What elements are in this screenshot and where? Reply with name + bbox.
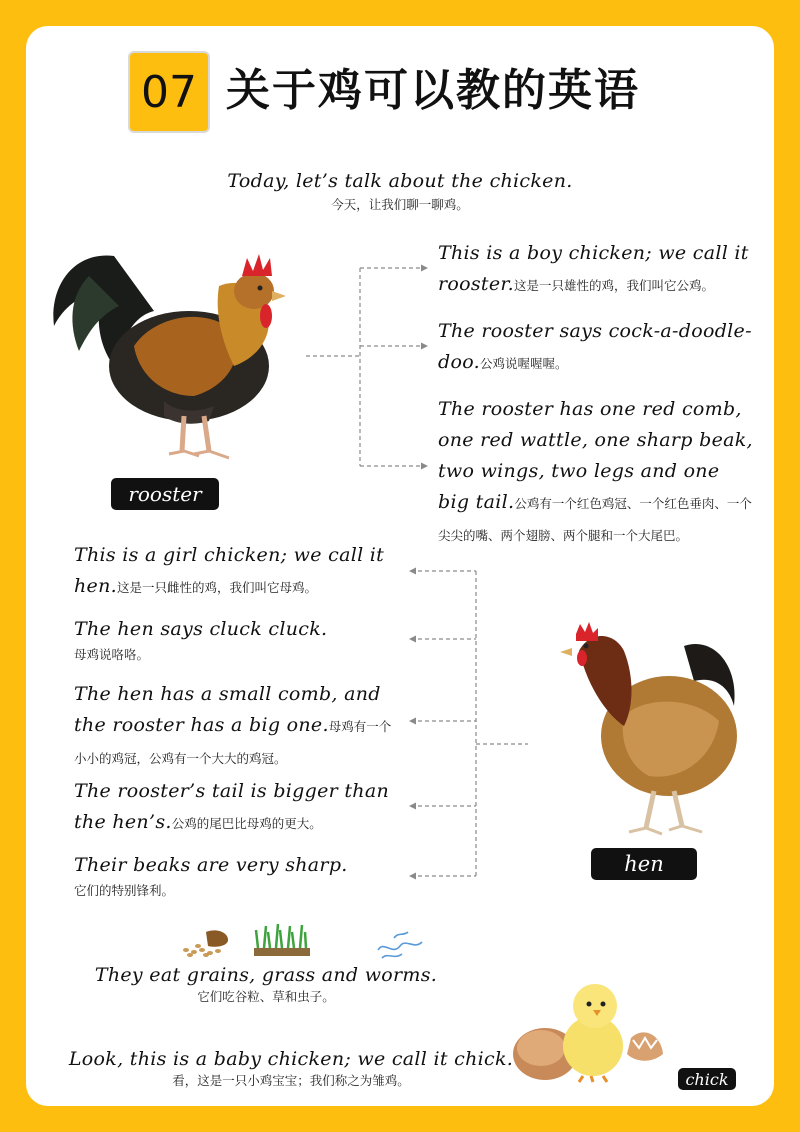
hen-label: hen (591, 848, 697, 880)
food-zh: 它们吃谷粒、草和虫子。 (197, 989, 335, 1004)
hen-fact-3-zh: 母鸡有一个小小的鸡冠，公鸡有一个大大的鸡冠。 (74, 719, 392, 766)
rooster-fact-2 (438, 316, 756, 379)
hen-fact-4-en: The rooster’s tail is bigger than the hen’s. (74, 780, 389, 833)
grains-icon (176, 924, 236, 960)
food-en: They eat grains, grass and worms. (94, 964, 438, 986)
hen-illustration (554, 606, 744, 841)
hen-fact-5 (74, 850, 394, 906)
hen-fact-2-en: The hen says cluck cluck. (74, 618, 328, 640)
rooster-illustration (44, 236, 289, 466)
page-title: 关于鸡可以教的英语 (226, 65, 640, 116)
section-number: 07 (128, 51, 210, 133)
chick-label: chick (678, 1068, 736, 1090)
hen-fact-4-zh: 公鸡的尾巴比母鸡的更大。 (171, 816, 322, 831)
rooster-fact-2-en: The rooster says cock-a-doodle-doo. (438, 320, 752, 373)
hen-fact-4 (74, 776, 394, 839)
rooster-fact-2-zh: 公鸡说喔喔喔。 (479, 356, 568, 371)
chick-en: Look, this is a baby chicken; we call it chick. (68, 1048, 514, 1070)
chick-zh: 看，这是一只小鸡宝宝；我们称之为雏鸡。 (172, 1073, 410, 1088)
intro-zh: 今天，让我们聊一聊鸡。 (331, 197, 469, 212)
rooster-fact-1-zh: 这是一只雄性的鸡，我们叫它公鸡。 (514, 278, 715, 293)
hen-fact-3-en: The hen has a small comb, and the rooster has a big one. (74, 683, 381, 736)
rooster-fact-1 (438, 238, 756, 301)
rooster-fact-1-en: This is a boy chicken; we call it rooster. (438, 242, 749, 295)
content-card (26, 26, 774, 1106)
grass-icon (254, 920, 310, 956)
hen-fact-2 (74, 614, 394, 670)
hen-fact-1-en: This is a girl chicken; we call it hen. (74, 544, 385, 597)
hen-fact-5-zh: 它们的特别锋利。 (74, 883, 175, 898)
hen-fact-3 (74, 679, 399, 774)
chick-illustration (511, 976, 671, 1086)
chick-text (56, 1044, 526, 1089)
hen-fact-1 (74, 540, 394, 603)
hen-fact-1-zh: 这是一只雌性的鸡，我们叫它母鸡。 (116, 580, 317, 595)
intro-en: Today, let’s talk about the chicken. (227, 170, 573, 192)
food-text (66, 960, 466, 1005)
rooster-fact-3-zh: 公鸡有一个红色鸡冠、一个红色垂肉、一个尖尖的嘴、两个翅膀、两个腿和一个大尾巴。 (438, 496, 752, 543)
rooster-fact-3-en: The rooster has one red comb, one red wattle, one sharp beak, two wings, two legs and one big tail. (438, 398, 753, 513)
hen-fact-2-zh: 母鸡说咯咯。 (74, 647, 150, 662)
worms-icon (374, 926, 426, 962)
hen-fact-5-en: Their beaks are very sharp. (74, 854, 348, 876)
rooster-label: rooster (111, 478, 219, 510)
rooster-fact-3 (438, 394, 756, 551)
